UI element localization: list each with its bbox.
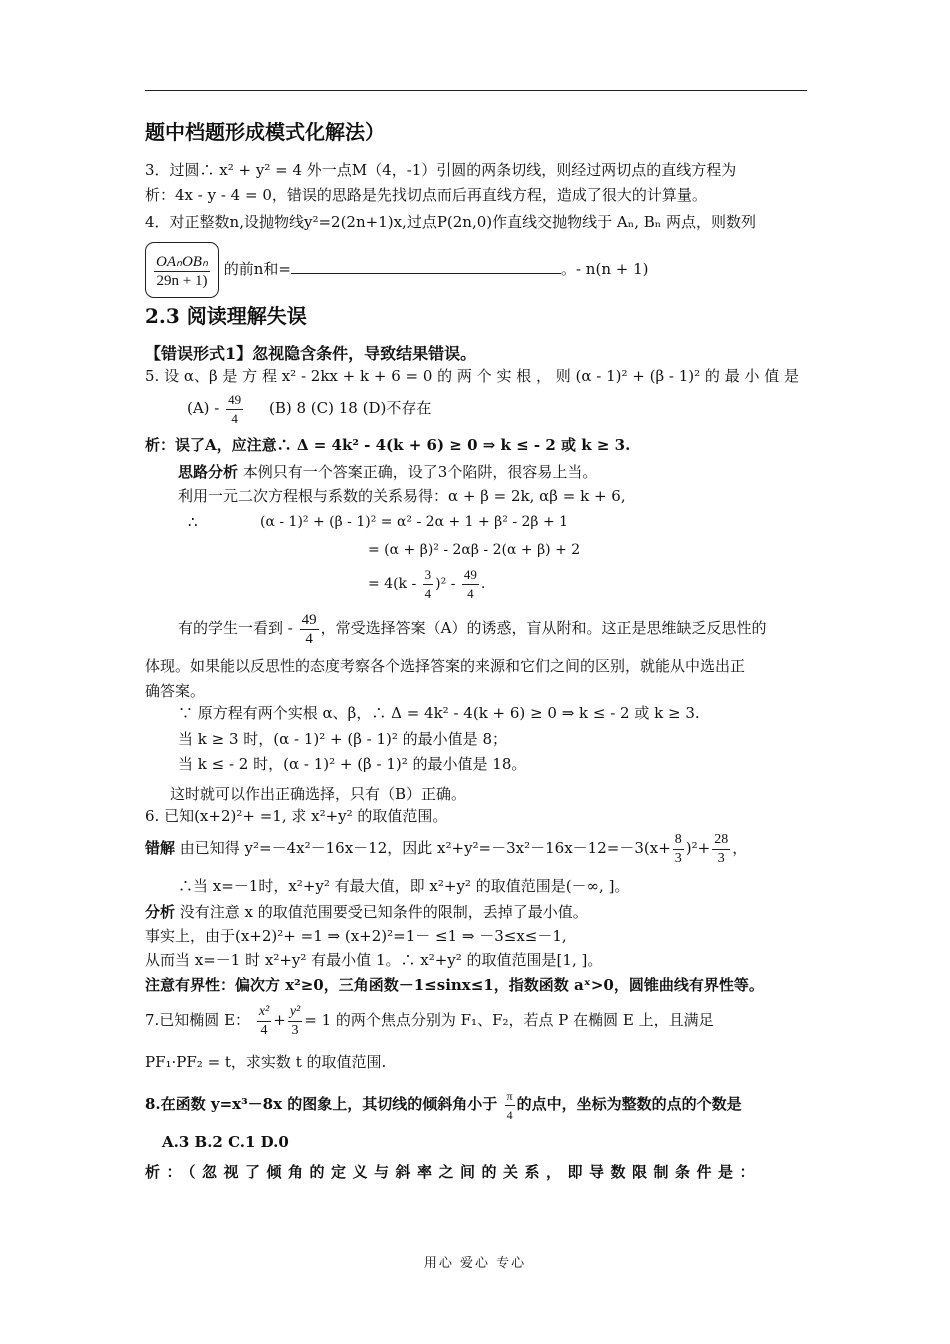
paragraph-1-line-2: 体现。如果能以反思性的态度考察各个选择答案的来源和它们之间的区别，就能从中选出正 [145,657,746,675]
sequence-brace [145,242,219,298]
note-line: 注意有界性：偏次方 x²≥0，三角函数－1≤sinx≤1，指数函数 aˣ>0，圆锥曲线有界性等。 [145,976,764,994]
sequence-fraction: $\frac{\text{OAₙOBₙ}}{29n + 1)}$ [156,253,208,289]
section-heading: 2.3 阅读理解失误 [145,304,307,328]
equation-1: (α - 1)² + (β - 1)² = α² - 2α + 1 + β² - 2β + 1 [260,514,569,530]
problem-4-line-1: 4．对正整数n,设抛物线y²=2(2n+1)x,过点P(2n,0)作直线交抛物线于 Aₙ, Bₙ 两点，则数列 [145,213,757,231]
problem-4-line-2 [145,242,648,298]
when-line-2: 当 k ≤ - 2 时，(α - 1)² + (β - 1)² 的最小值是 18。 [178,755,527,773]
equation-3: = 4(k - $\frac{3}{4}$ )² - $\frac{49}{4}$ . [368,566,486,601]
problem-3-line-1: 3．过圆∴ x² + y² = 4 外一点M（4，-1）引圆的两条切线，则经过两切点的直线方程为 [145,161,737,179]
page-footer: 用心 爱心 专心 [423,1256,527,1271]
answer-blank [291,259,561,274]
since-line: ∵ 原方程有两个实根 α、β，∴ Δ = 4k² - 4(k + 6) ≥ 0 ⇒ k ≤ - 2 或 k ≥ 3. [178,704,700,722]
equation-2: = (α + β)² - 2αβ - 2(α + β) + 2 [368,542,581,558]
vieta-line: 利用一元二次方程根与系数的关系易得：α + β = 2k, αβ = k + 6, [178,487,626,505]
question-6: 6. 已知(x+2)²+ =1, 求 x²+y² 的取值范围。 [145,807,448,825]
thus-line: 从而当 x=－1 时 x²+y² 有最小值 1。∴ x²+y² 的取值范围是[1, ]。 [145,951,603,969]
fact-line: 事实上，由于(x+2)²+ =1 ⇒ (x+2)²=1－ ≤1 ⇒ －3≤x≤－1, [145,927,567,945]
question-5-options: (A) - $\frac{49}{4}$ (B) 8 (C) 18 (D)不存在 [187,391,432,426]
section-heading-top: 题中档题形成模式化解法） [145,120,385,144]
idea-analysis: 思路分析 本例只有一个答案正确，设了3个陷阱，很容易上当。 [178,463,598,481]
question-7-line-1: 7.已知椭圆 E： $\frac{\text{x²}}{4}$ + $\frac{\text{y²}}{3}$ = 1 的两个焦点分别为 F₁、F₂，若点 P 在椭圆 E 上，且满足 [145,1003,714,1038]
header-rule [145,90,807,91]
question-7-line-2: PF₁·PF₂ = t，求实数 t 的取值范围. [145,1053,387,1071]
paragraph-1-line-1: 有的学生一看到 - $\frac{49}{4}$ ，常受选择答案（A）的诱惑，盲从附和。这正是思维缺乏反思性的 [178,611,767,647]
question-8: 8.在函数 y=x³－8x 的图象上，其切线的倾斜角小于 $\frac{\pi}{4}$ 的点中，坐标为整数的点的个数是 [145,1088,742,1122]
problem-4-answer: 。- n(n + 1) [560,260,649,278]
analysis-1: 析：误了A，应注意∴ Δ = 4k² - 4(k + 6) ≥ 0 ⇒ k ≤ - 2 或 k ≥ 3. [145,436,631,454]
wrong-solution: 错解 由已知得 y²=－4x²－16x－12，因此 x²+y²=－3x²－16x－12=－3(x+ $\frac{8}{3}$ )²+ $\frac{28}{3}$ ， [145,831,748,866]
analysis-2: 分析 没有注意 x 的取值范围要受已知条件的限制，丢掉了最小值。 [145,903,588,921]
last-analysis-line: 析：（忽视了倾角的定义与斜率之间的关系，即导数限制条件是： [145,1163,762,1181]
therefore-symbol: ∴ [188,513,198,531]
problem-3-line-2: 析：4x - y - 4 = 0，错误的思路是先找切点而后再直线方程，造成了很大的计算量。 [145,186,707,204]
question-8-options: A.3 B.2 C.1 D.0 [162,1133,289,1151]
so-line: ∴当 x=－1时，x²+y² 有最大值，即 x²+y² 的取值范围是(－∞, ]。 [178,877,630,895]
error-form-title: 【错误形式1】忽视隐含条件，导致结果错误。 [145,344,477,363]
option-a-fraction: $\frac{49}{4}$ [228,391,242,426]
conclusion-line: 这时就可以作出正确选择，只有（B）正确。 [170,785,467,803]
question-5: 5. 设 α、β 是 方 程 x² - 2kx + k + 6 = 0 的 两 个 实 根 ， 则 (α - 1)² + (β - 1)² 的 最 小 值 是 [145,367,800,385]
when-line-1: 当 k ≥ 3 时，(α - 1)² + (β - 1)² 的最小值是 8； [178,730,507,748]
paragraph-1-line-3: 确答案。 [145,682,206,700]
problem-4-text: 的前n和= [223,260,291,278]
